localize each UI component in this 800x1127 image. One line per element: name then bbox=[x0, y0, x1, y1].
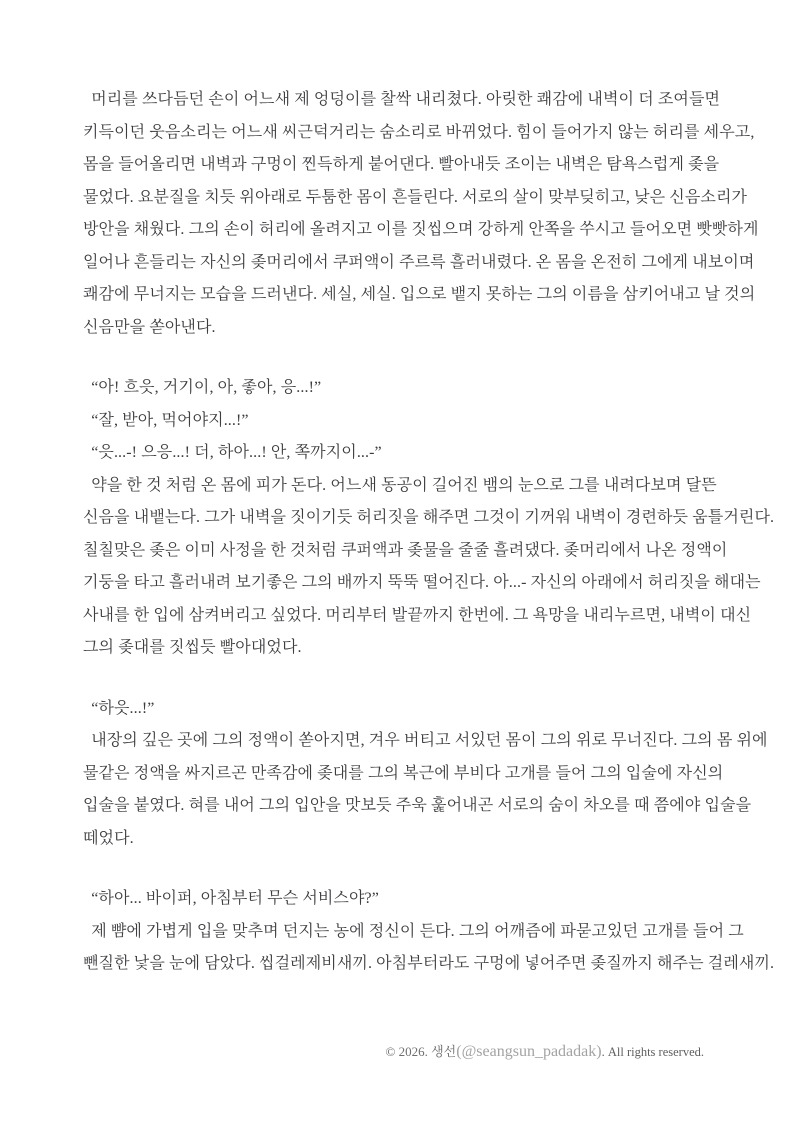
story-line: “하읏...!” bbox=[83, 699, 155, 717]
story-line: 뺀질한 낯을 눈에 담았다. 씹걸레제비새끼. 아침부터라도 구멍에 넣어주면 좆질까지 해주는 걸레새끼. bbox=[83, 955, 775, 972]
story-line: “잘, 받아, 먹어야지...!” bbox=[83, 411, 249, 429]
paragraph-gap bbox=[83, 344, 722, 372]
story-line: 일어나 흔들리는 자신의 좆머리에서 쿠퍼액이 주르륵 흘러내렸다. 온 몸을 온전히 그에게 내보이며 bbox=[83, 253, 755, 271]
story-line: 물었다. 요분질을 치듯 위아래로 두툼한 몸이 흔들린다. 서로의 살이 맞부딪히고, 낮은 신음소리가 bbox=[83, 188, 748, 206]
story-line: “하아... 바이퍼, 아침부터 무슨 서비스야?” bbox=[83, 890, 379, 907]
story-line: 제 뺨에 가볍게 입을 맞추며 던지는 농에 정신이 든다. 그의 어깨즘에 파묻고있던 고개를 들어 그 bbox=[83, 922, 744, 940]
story-line: 방안을 채웠다. 그의 손이 허리에 올려지고 이를 짓씹으며 강하게 안쪽을 쑤시고 들어오면 빳빳하게 bbox=[83, 221, 759, 238]
story-line: 약을 한 것 처럼 온 몸에 피가 돈다. 어느새 동공이 길어진 뱀의 눈으로 그를 내려다보며 달뜬 bbox=[83, 476, 717, 494]
story-line: “읏...-! 으응...! 더, 하아...! 안, 쪽까지이...-” bbox=[83, 444, 382, 461]
story-line: 쾌감에 무너지는 모습을 드러낸다. 세실, 세실. 입으로 뱉지 못하는 그의 이름을 삼키어내고 날 것의 bbox=[83, 286, 756, 303]
story-line: “아! 흐읏, 거기이, 아, 좋아, 응...!” bbox=[83, 379, 322, 396]
story-line: 신음을 내뱉는다. 그가 내벽을 짓이기듯 허리짓을 해주면 그것이 기꺼워 내벽이 경련하듯 움틀거린다. bbox=[83, 509, 775, 526]
story-line: 기둥을 타고 흘러내려 보기좋은 그의 배까지 뚝뚝 떨어진다. 아...- 자신의 아래에서 허리짓을 해대는 bbox=[83, 574, 761, 591]
story-line: 키득이던 웃음소리는 어느새 씨근덕거리는 숨소리로 바뀌었다. 힘이 들어가지 않는 허리를 세우고, bbox=[83, 123, 755, 141]
story-line: 물같은 정액을 싸지르곤 만족감에 좆대를 그의 복근에 부비다 고개를 들어 그의 입술에 자신의 bbox=[83, 764, 724, 782]
story-line: 신음만을 쏟아낸다. bbox=[83, 318, 216, 336]
story-line: 떼었다. bbox=[83, 829, 134, 847]
story-line: 머리를 쓰다듬던 손이 어느새 제 엉덩이를 찰싹 내리쳤다. 아릿한 쾌감에 내벽이 더 조여들면 bbox=[83, 91, 721, 108]
paragraph-gap bbox=[83, 665, 722, 693]
copyright-footer bbox=[0, 1041, 800, 1061]
paragraph-gap bbox=[83, 855, 722, 883]
story-line: 몸을 들어올리면 내벽과 구멍이 찐득하게 붙어댄다. 빨아내듯 조이는 내벽은 탐욕스럽게 좆을 bbox=[83, 156, 720, 173]
copyright-suffix: . All rights reserved. bbox=[601, 1044, 704, 1059]
story-line: 내장의 깊은 곳에 그의 정액이 쏟아지면, 겨우 버티고 서있던 몸이 그의 위로 무너진다. 그의 몸 위에 bbox=[83, 732, 768, 749]
story-line: 입술을 붙였다. 혀를 내어 그의 입안을 맛보듯 주욱 훑어내곤 서로의 숨이 차오를 때 쯤에야 입술을 bbox=[83, 797, 752, 814]
story-line: 그의 좆대를 짓씹듯 빨아대었다. bbox=[83, 639, 302, 656]
story-line: 사내를 한 입에 삼켜버리고 싶었다. 머리부터 발끝까지 한번에. 그 욕망을 내리누르면, 내벽이 대신 bbox=[83, 606, 752, 624]
story-line: 칠칠맞은 좆은 이미 사정을 한 것처럼 쿠퍼액과 좆물을 줄줄 흘려댔다. 좆머리에서 나온 정액이 bbox=[83, 541, 728, 559]
copyright-prefix: © 2026. 생선 bbox=[385, 1043, 457, 1059]
author-handle: (@seangsun_padadak) bbox=[456, 1042, 602, 1060]
